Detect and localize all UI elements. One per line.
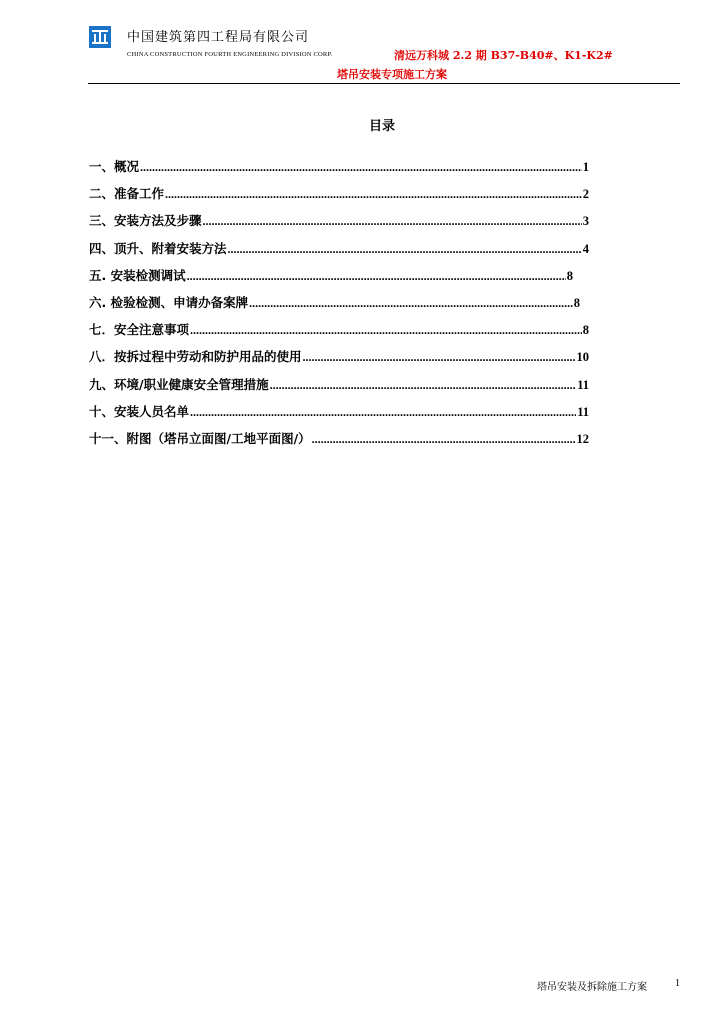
toc-entry-title: 七．安全注意事项 (89, 322, 190, 338)
toc-entry-page: 11 (577, 404, 589, 419)
toc-leader-dots (249, 296, 573, 311)
toc-entry-page: 1 (582, 160, 589, 174)
toc-entry-title: 六. 检验检测、申请办备案牌 (89, 294, 249, 310)
toc-entry-title: 五. 安装检测调试 (89, 267, 186, 283)
cscec-logo-icon (89, 26, 111, 48)
toc-entry-title: 八．按拆过程中劳动和防护用品的使用 (89, 349, 302, 365)
toc-entry[interactable] (89, 266, 573, 293)
toc-entry[interactable] (89, 293, 580, 320)
toc-entry-page: 4 (582, 241, 589, 256)
project-title: 清远万科城 2.2 期 B37-B40#、K1-K2# (394, 49, 613, 62)
toc-entry-page: 3 (582, 214, 589, 229)
toc-entry-title: 十、安装人员名单 (89, 403, 190, 419)
toc-leader-dots (303, 350, 576, 365)
toc-entry-page: 8 (573, 295, 580, 310)
header-divider (88, 83, 680, 84)
toc-entry[interactable] (89, 347, 589, 374)
toc-entry-page: 8 (582, 323, 589, 338)
toc-leader-dots (312, 432, 576, 447)
footer-page-number: 1 (675, 978, 680, 989)
toc-entry[interactable] (89, 320, 589, 347)
toc-entry[interactable] (89, 211, 589, 238)
toc-entry-title: 三、安装方法及步骤 (89, 213, 202, 229)
toc-leader-dots (190, 323, 582, 338)
table-of-contents (89, 157, 589, 456)
toc-leader-dots (165, 187, 582, 202)
footer-document-title: 塔吊安装及拆除施工方案 (537, 982, 647, 993)
toc-leader-dots (203, 214, 582, 229)
toc-entry-page: 12 (576, 431, 589, 446)
toc-leader-dots (190, 405, 576, 420)
toc-entry[interactable] (89, 429, 589, 456)
plan-title: 塔吊安装专项施工方案 (337, 68, 447, 81)
toc-entry-page: 10 (576, 350, 589, 365)
toc-entry-page: 8 (566, 268, 573, 283)
company-name-en: CHINA CONSTRUCTION FOURTH ENGINEERING DIVISION CORP. (127, 51, 333, 58)
toc-entry-page: 2 (582, 187, 589, 202)
toc-entry-title: 二、准备工作 (89, 186, 165, 202)
toc-entry[interactable] (89, 375, 589, 402)
toc-entry[interactable] (89, 239, 589, 266)
toc-entry[interactable] (89, 184, 589, 211)
toc-entry[interactable] (89, 157, 589, 184)
toc-entry-page: 11 (577, 377, 589, 392)
toc-leader-dots (228, 242, 582, 257)
toc-leader-dots (140, 160, 582, 175)
toc-leader-dots (270, 378, 577, 393)
toc-entry-title: 一、概况 (89, 159, 140, 174)
toc-heading: 目录 (368, 119, 395, 134)
toc-entry-title: 四、顶升、附着安装方法 (89, 240, 227, 256)
company-name-cn: 中国建筑第四工程局有限公司 (127, 30, 310, 45)
toc-entry[interactable] (89, 402, 589, 429)
toc-leader-dots (187, 269, 566, 284)
toc-entry-title: 九、环境/职业健康安全管理措施 (89, 376, 269, 392)
toc-entry-title: 十一、附图（塔吊立面图/工地平面图/） (89, 430, 311, 446)
